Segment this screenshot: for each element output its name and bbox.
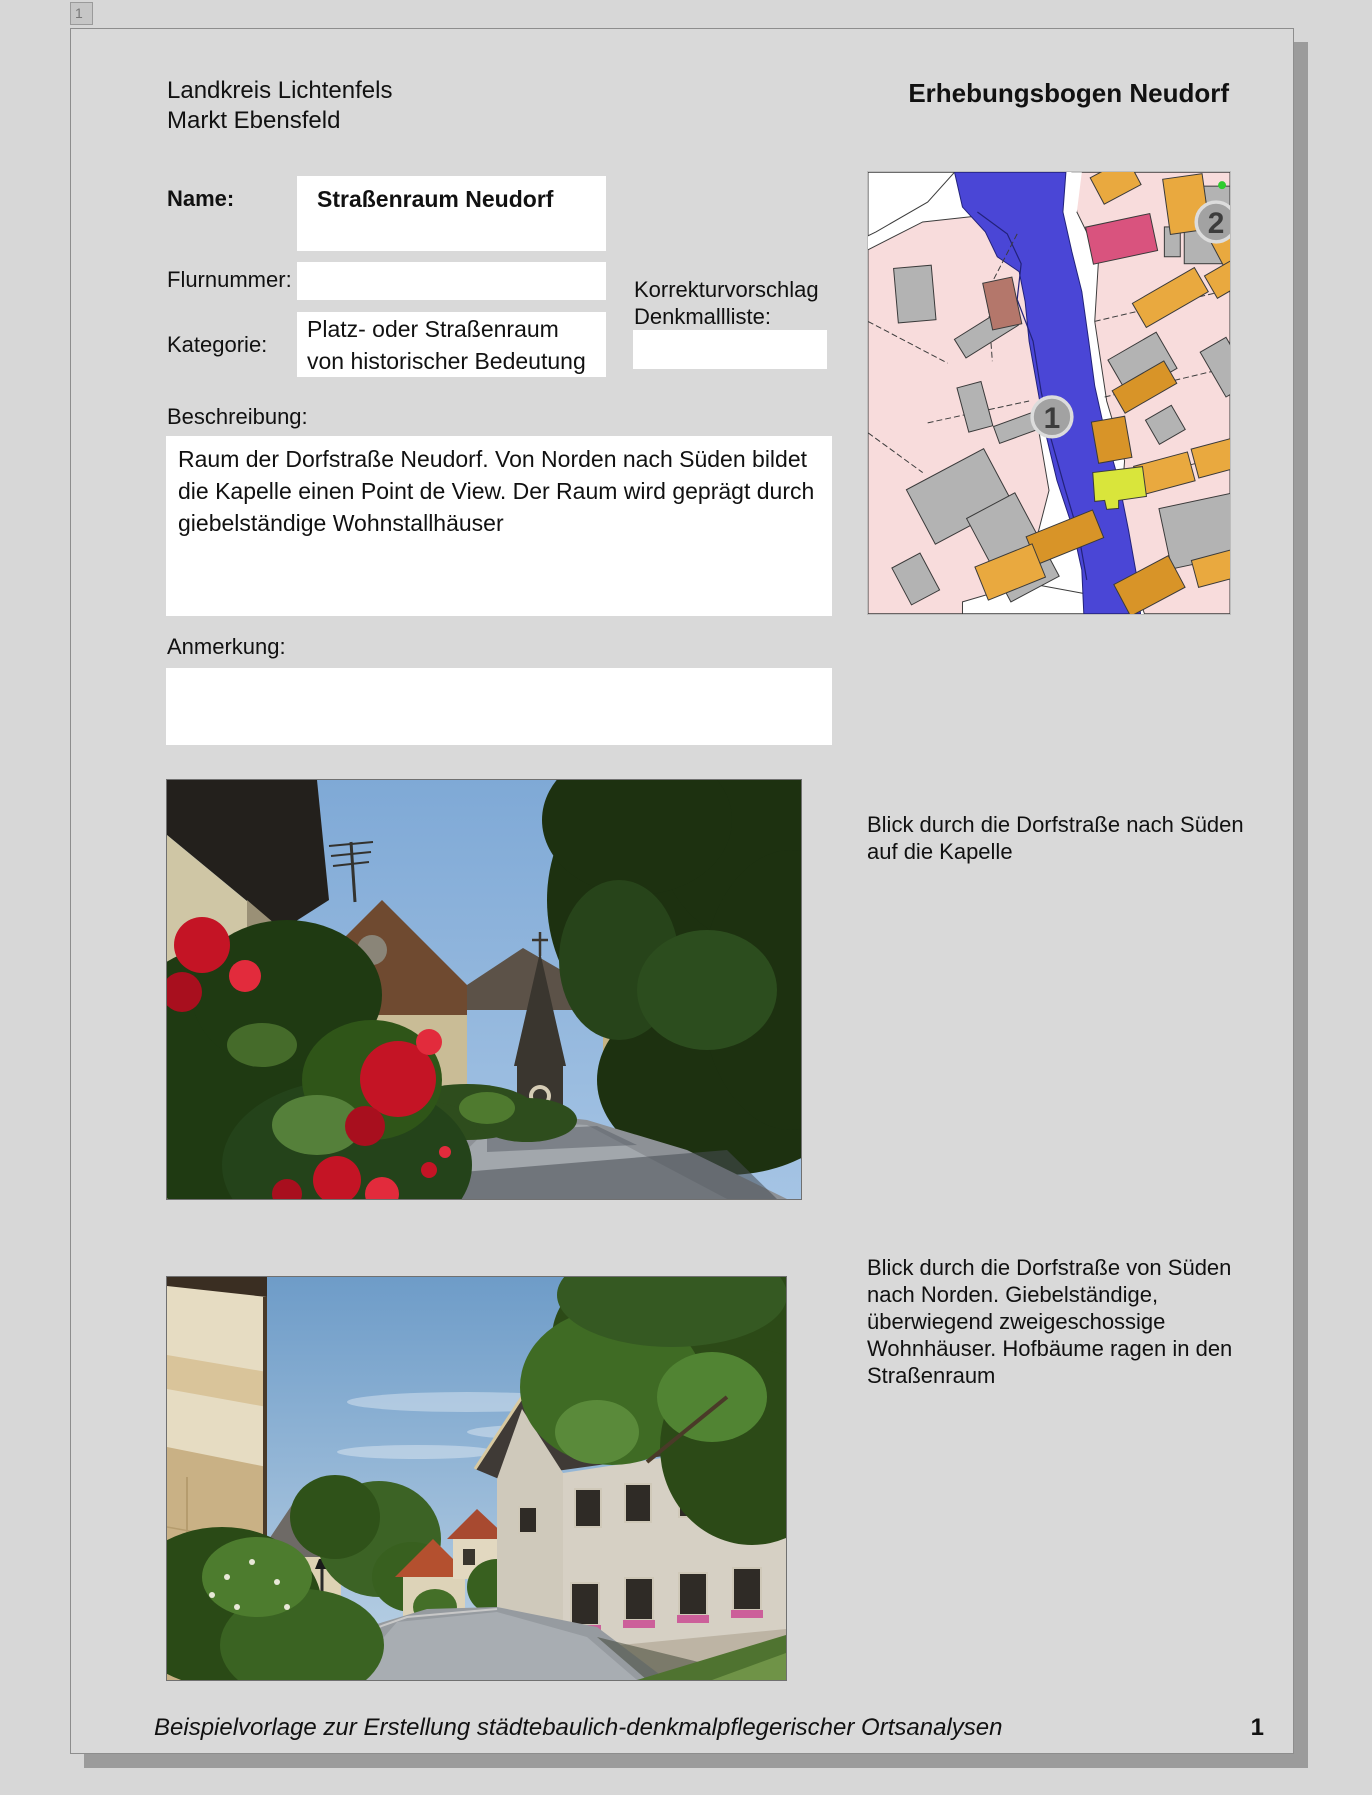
kategorie-field bbox=[297, 312, 606, 377]
header-organization bbox=[167, 76, 392, 136]
map-marker-1 bbox=[1032, 397, 1072, 437]
kategorie-value: Platz- oder Straßenraum von historischer Bedeutung bbox=[307, 316, 586, 374]
korrekturvorschlag-label-line1: Korrekturvorschlag bbox=[634, 277, 819, 302]
page-number: 1 bbox=[1250, 1714, 1264, 1741]
korrekturvorschlag-label bbox=[634, 276, 819, 330]
anmerkung-field bbox=[166, 668, 832, 745]
flurnummer-field bbox=[297, 262, 606, 300]
beschreibung-label: Beschreibung: bbox=[167, 404, 308, 429]
photo-2-image bbox=[167, 1277, 786, 1680]
beschreibung-field bbox=[166, 436, 832, 616]
header-org-line2: Markt Ebensfeld bbox=[167, 107, 341, 134]
header-org-line1: Landkreis Lichtenfels bbox=[167, 77, 393, 104]
korrekturvorschlag-label-line2: Denkmallliste: bbox=[634, 304, 771, 329]
page-thumbnail-tab[interactable]: 1 bbox=[70, 2, 93, 25]
name-label: Name: bbox=[167, 186, 235, 211]
page-title: Erhebungsbogen Neudorf bbox=[908, 78, 1229, 108]
site-map bbox=[867, 171, 1231, 615]
document-page bbox=[70, 28, 1294, 1754]
map-green-dot bbox=[1218, 181, 1226, 189]
svg-text:1: 1 bbox=[1043, 401, 1061, 435]
svg-text:2: 2 bbox=[1207, 206, 1225, 240]
photo-1-image bbox=[167, 780, 801, 1199]
name-value: Straßenraum Neudorf bbox=[317, 186, 554, 212]
photo-2 bbox=[166, 1276, 787, 1681]
name-field bbox=[297, 176, 606, 251]
flurnummer-label: Flurnummer: bbox=[167, 267, 292, 292]
beschreibung-value: Raum der Dorfstraße Neudorf. Von Norden nach Süden bildet die Kapelle einen Point de View. Der Raum wird geprägt durch giebelständige Wohnstallhäuser bbox=[178, 446, 815, 536]
footer-note: Beispielvorlage zur Erstellung städtebaulich-denkmalpflegerischer Ortsanalysen bbox=[154, 1714, 1003, 1741]
photo-1-caption: Blick durch die Dorfstraße nach Süden auf die Kapelle bbox=[867, 812, 1244, 864]
kategorie-label: Kategorie: bbox=[167, 332, 268, 357]
korrekturvorschlag-field bbox=[633, 330, 827, 369]
photo-1 bbox=[166, 779, 802, 1200]
map-marker-2 bbox=[1196, 202, 1230, 242]
anmerkung-label: Anmerkung: bbox=[167, 634, 286, 659]
site-map-image bbox=[868, 172, 1230, 614]
photo-2-caption: Blick durch die Dorfstraße von Süden nach Norden. Giebelständige, überwiegend zweigeschossige Wohnhäuser. Hofbäume ragen in den Straßenraum bbox=[867, 1255, 1233, 1388]
